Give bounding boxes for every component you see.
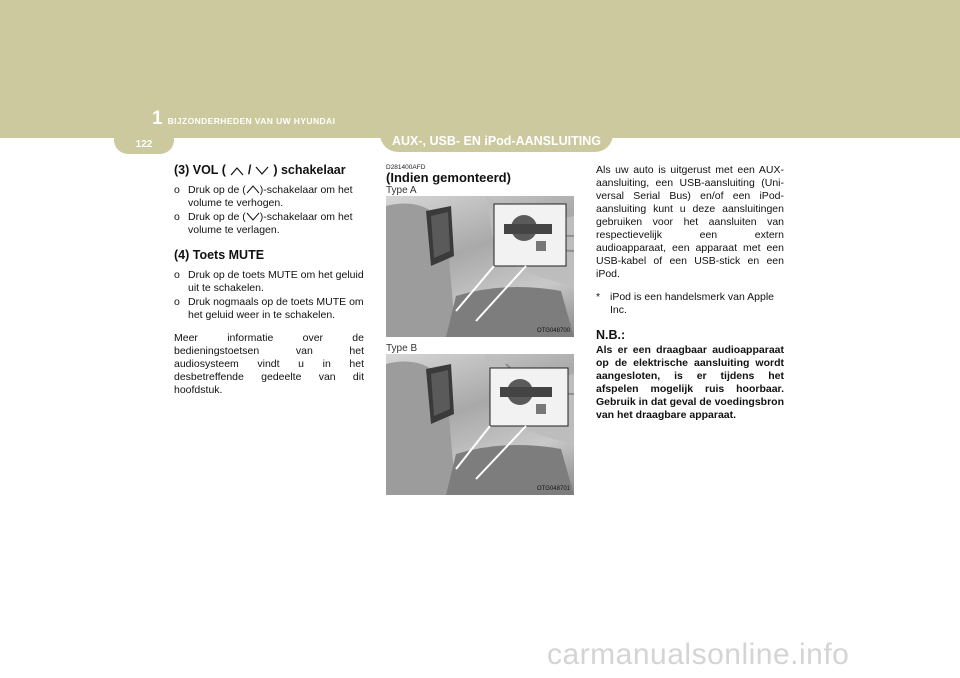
console-illustration xyxy=(386,196,574,337)
vol-heading-prefix: (3) VOL ( xyxy=(174,163,226,177)
caret-down-icon xyxy=(246,212,260,221)
list-item-text: )-schakelaar om het volume te verhogen. xyxy=(188,184,353,209)
photo-code: OTG048701 xyxy=(536,486,570,492)
intro-paragraph: Als uw auto is uitgerust met een AUX-aansluiting, een USB-aansluiting (Uni-versal Serial Bus) en/of een iPod-aansluiting kunt u deze aansluitingen gebruiken voor het aansluiten van respectievelijk een extern audioapparaat, een apparaat met een USB-kabel of een USB-stick en een iPod. xyxy=(596,164,784,280)
chapter-title: BIJZONDERHEDEN VAN UW HYUNDAI xyxy=(167,116,336,126)
note-text: Als er een draagbaar audioapparaat op de elektrische aansluiting wordt aangesloten, is er tijdens het afspelen mogelijk ruis hoorbaar. Gebruik in dat geval de voedingsbron van het draagbare apparaat. xyxy=(596,344,784,421)
list-item xyxy=(174,269,364,295)
section-code: D281400AFD xyxy=(386,164,426,171)
right-column xyxy=(596,164,784,422)
type-a-photo xyxy=(386,196,574,337)
list-item-text: Druk nogmaals op de toets MUTE om het geluid weer in te schakelen. xyxy=(188,296,364,321)
middle-column xyxy=(386,164,574,495)
footnote xyxy=(596,291,784,317)
list-item xyxy=(174,184,364,210)
footnote-marker: * xyxy=(596,291,601,303)
left-column xyxy=(174,164,364,397)
list-item xyxy=(174,296,364,322)
vol-heading-sep: / xyxy=(247,163,252,177)
type-b-photo xyxy=(386,354,574,495)
list-item-text: Druk op de ( xyxy=(188,184,246,196)
footnote-text: iPod is een handelsmerk van Apple Inc. xyxy=(610,291,775,316)
vol-heading-suffix: ) schakelaar xyxy=(273,163,346,177)
header-band xyxy=(0,0,960,138)
chapter-heading xyxy=(152,108,335,130)
type-a-label: Type A xyxy=(386,185,417,196)
mute-heading: (4) Toets MUTE xyxy=(174,248,265,262)
list-item-text: )-schakelaar om het volume te verlagen. xyxy=(188,211,353,236)
caret-down-icon xyxy=(254,166,270,176)
list-item xyxy=(174,211,364,237)
bullet-marker: o xyxy=(174,211,180,223)
list-item-text: Druk op de ( xyxy=(188,211,246,223)
photo-code: OTG048700 xyxy=(536,328,570,334)
caret-up-icon xyxy=(229,166,245,176)
more-info-paragraph: Meer informatie over de bedieningstoetsen van het audiosysteem vindt u in het desbetreffende gedeelte van dit hoofdstuk. xyxy=(174,332,364,396)
console-illustration xyxy=(386,354,574,495)
list-item-text: Druk op de toets MUTE om het geluid uit te schakelen. xyxy=(188,269,364,294)
page-number: 122 xyxy=(114,134,174,154)
caret-up-icon xyxy=(246,185,260,194)
watermark: carmanualsonline.info xyxy=(547,638,850,671)
type-b-label: Type B xyxy=(386,343,418,354)
middle-heading: (Indien gemonteerd) xyxy=(386,170,511,185)
bullet-marker: o xyxy=(174,184,180,196)
chapter-number: 1 xyxy=(152,108,163,129)
note-heading: N.B.: xyxy=(596,328,626,342)
bullet-marker: o xyxy=(174,296,180,308)
bullet-marker: o xyxy=(174,269,180,281)
vol-heading xyxy=(174,164,364,177)
section-title: AUX-, USB- EN iPod-AANSLUITING xyxy=(380,128,613,152)
